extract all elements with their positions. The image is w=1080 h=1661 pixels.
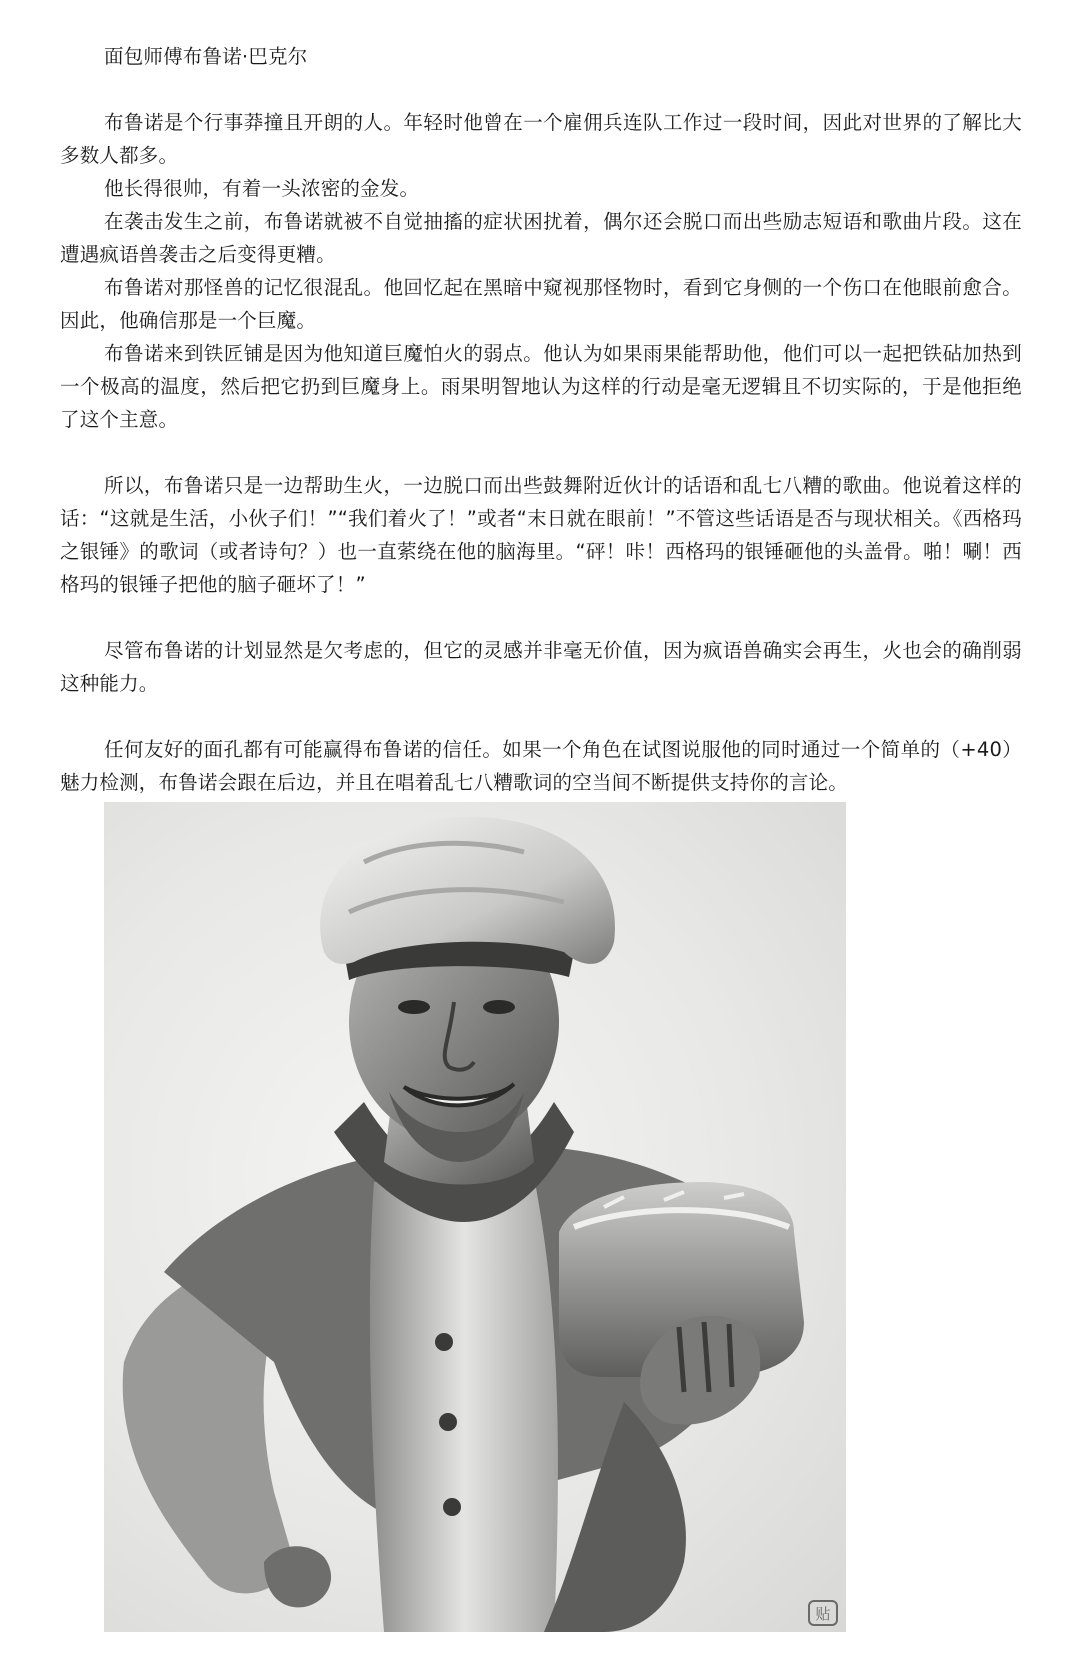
paragraph-memory: 布鲁诺对那怪兽的记忆很混乱。他回忆起在黑暗中窥视那怪物时，看到它身侧的一个伤口在他眼前愈合。因此，他确信那是一个巨魔。: [60, 276, 1022, 332]
paragraph-appearance: 他长得很帅，有着一头浓密的金发。: [104, 177, 420, 200]
paragraph-tics: 在袭击发生之前，布鲁诺就被不自觉抽搐的症状困扰着，偶尔还会脱口而出些励志短语和歌曲片段。这在遭遇疯语兽袭击之后变得更糟。: [60, 210, 1022, 266]
document-title: 面包师傅布鲁诺·巴克尔: [104, 45, 308, 68]
tieba-watermark-icon: [808, 1600, 838, 1626]
paragraph-trust: 任何友好的面孔都有可能赢得布鲁诺的信任。如果一个角色在试图说服他的同时通过一个简单的（+40）魅力检测，布鲁诺会跟在后边，并且在唱着乱七八糟歌词的空当间不断提供支持你的言论。: [60, 738, 1022, 794]
svg-text:贴: 贴: [815, 1605, 831, 1623]
document-body: [60, 40, 1022, 799]
fist: [264, 1546, 331, 1607]
shirt-button: [443, 1498, 461, 1516]
eye: [483, 1000, 515, 1014]
paragraph-songs: 所以，布鲁诺只是一边帮助生火，一边脱口而出些鼓舞附近伙计的话语和乱七八糟的歌曲。他说着这样的话：“这就是生活，小伙子们！”“我们着火了！”或者“末日就在眼前！”不管这些话语是否与现状相关。《西格玛之银锤》的歌词（或者诗句？）也一直萦绕在他的脑海里。“砰！咔！西格玛的银锤砸他的头盖骨。啪！唰！西格玛的银锤子把他的脑子砸坏了！”: [60, 474, 1022, 596]
eye: [398, 1000, 430, 1014]
paragraph-regeneration: 尽管布鲁诺的计划显然是欠考虑的，但它的灵感并非毫无价值，因为疯语兽确实会再生，火也会的确削弱这种能力。: [60, 639, 1022, 695]
baker-illustration: [104, 802, 846, 1632]
paragraph-intro: 布鲁诺是个行事莽撞且开朗的人。年轻时他曾在一个雇佣兵连队工作过一段时间，因此对世界的了解比大多数人都多。: [60, 111, 1022, 167]
shirt-front: [370, 1177, 558, 1632]
paragraph-plan: 布鲁诺来到铁匠铺是因为他知道巨魔怕火的弱点。他认为如果雨果能帮助他，他们可以一起把铁砧加热到一个极高的温度，然后把它扔到巨魔身上。雨果明智地认为这样的行动是毫无逻辑且不切实际的，于是他拒绝了这个主意。: [60, 342, 1022, 431]
shirt-button: [435, 1333, 453, 1351]
shirt-button: [439, 1413, 457, 1431]
